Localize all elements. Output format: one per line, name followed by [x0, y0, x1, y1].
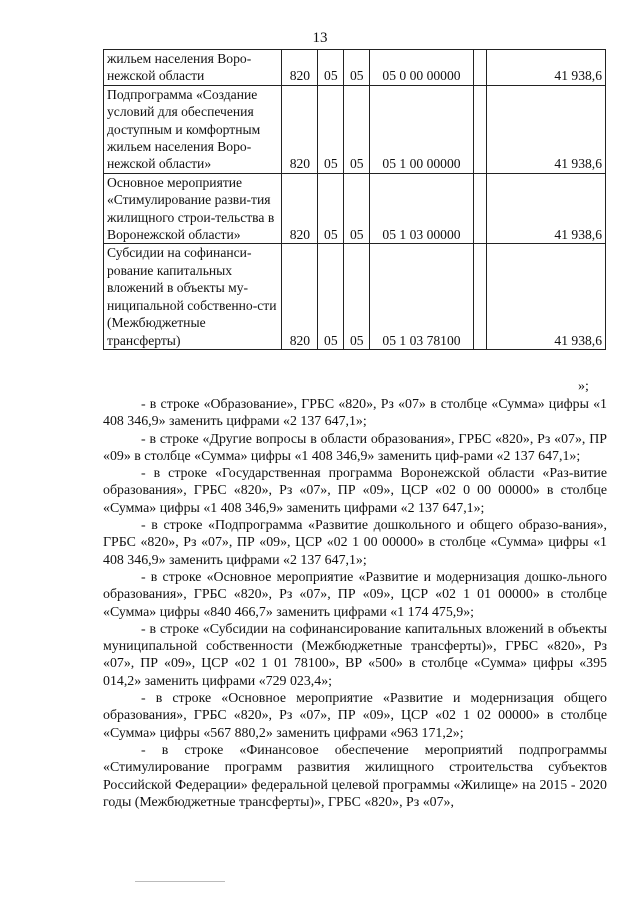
paragraph: - в строке «Другие вопросы в области образования», ГРБС «820», Рз «07», ПР «09» в столбце «Сумма» цифры «1 408 346,9» заменить циф-рами «2 137 647,1»;: [103, 431, 607, 464]
rz-cell: 05: [318, 85, 344, 173]
row-name: Подпрограмма «Создание условий для обеспечения доступным и комфортным жильем населения Воро-нежской области»: [104, 85, 282, 173]
grbs-cell: 820: [282, 244, 318, 349]
csr-cell: 05 0 00 00000: [370, 50, 473, 86]
csr-cell: 05 1 03 78100: [370, 244, 473, 349]
table-row: [104, 50, 606, 86]
grbs-cell: 820: [282, 85, 318, 173]
pr-cell: 05: [344, 85, 370, 173]
budget-table: [103, 49, 606, 350]
rz-cell: 05: [318, 244, 344, 349]
paragraph: - в строке «Образование», ГРБС «820», Рз «07» в столбце «Сумма» цифры «1 408 346,9» заменить цифрами «2 137 647,1»;: [103, 397, 607, 430]
table-end-quote: »;: [578, 379, 589, 394]
vr-cell: [473, 173, 486, 244]
grbs-cell: 820: [282, 173, 318, 244]
paragraph: - в строке «Основное мероприятие «Развитие и модернизация общего образования», ГРБС «820», Рз «07», ПР «09», ЦСР «02 1 02 00000» в столбце «Сумма» цифры «567 880,2» заменить цифрами «963 171,2»;: [103, 691, 607, 741]
page-number: 13: [312, 30, 328, 46]
table-row: [104, 173, 606, 244]
grbs-cell: 820: [282, 50, 318, 86]
sum-cell: 41 938,6: [486, 85, 605, 173]
rz-cell: 05: [318, 173, 344, 244]
sum-cell: 41 938,6: [486, 50, 605, 86]
paragraph: - в строке «Основное мероприятие «Развитие и модернизация дошко-льного образования», ГРБС «820», Рз «07», ПР «09», ЦСР «02 1 01 00000» в столбце «Сумма» цифры «840 466,7» заменить цифрами «1 174 475,9»;: [103, 569, 607, 620]
footer-divider: [135, 881, 225, 882]
vr-cell: [473, 244, 486, 349]
paragraph: - в строке «Финансовое обеспечение мероприятий подпрограммы «Стимулирование программ развития жилищного строительства субъектов Российской Федерации» федеральной целевой программы «Жилище» на 2015 - 2020 годы (Межбюджетные трансферты)», ГРБС «820», Рз «07»,: [103, 742, 607, 810]
table-row: [104, 244, 606, 349]
vr-cell: [473, 50, 486, 86]
row-name: жильем населения Воро-нежской области: [104, 50, 282, 86]
row-name: Субсидии на софинанси-рование капитальных вложений в объекты му-ниципальной собственно-сти (Межбюджетные трансферты): [104, 244, 282, 349]
paragraph: - в строке «Субсидии на софинансирование капитальных вложений в объекты муниципальной собственности (Межбюджетные трансферты)», ГРБС «820», Рз «07», ПР «09», ЦСР «02 1 01 78100», ВР «500» в столбце «Сумма» цифры «395 014,2» заменить цифрами «729 023,4»;: [103, 621, 607, 689]
vr-cell: [473, 85, 486, 173]
rz-cell: 05: [318, 50, 344, 86]
pr-cell: 05: [344, 50, 370, 86]
paragraph: - в строке «Государственная программа Воронежской области «Раз-витие образования», ГРБС «820», Рз «07», ПР «09», ЦСР «02 0 00 00000» в столбце «Сумма» цифры «1 408 346,9» заменить цифрами «2 137 647,1»;: [103, 466, 607, 516]
csr-cell: 05 1 00 00000: [370, 85, 473, 173]
csr-cell: 05 1 03 00000: [370, 173, 473, 244]
pr-cell: 05: [344, 173, 370, 244]
row-name: Основное мероприятие «Стимулирование разви-тия жилищного строи-тельства в Воронежской области»: [104, 173, 282, 244]
pr-cell: 05: [344, 244, 370, 349]
table-row: [104, 85, 606, 173]
sum-cell: 41 938,6: [486, 244, 605, 349]
amendments-text: [103, 396, 607, 811]
sum-cell: 41 938,6: [486, 173, 605, 244]
paragraph: - в строке «Подпрограмма «Развитие дошкольного и общего образо-вания», ГРБС «820», Рз «07», ПР «09», ЦСР «02 1 00 00000» в столбце «Сумма» цифры «1 408 346,9» заменить цифрами «2 137 647,1»;: [103, 518, 607, 568]
